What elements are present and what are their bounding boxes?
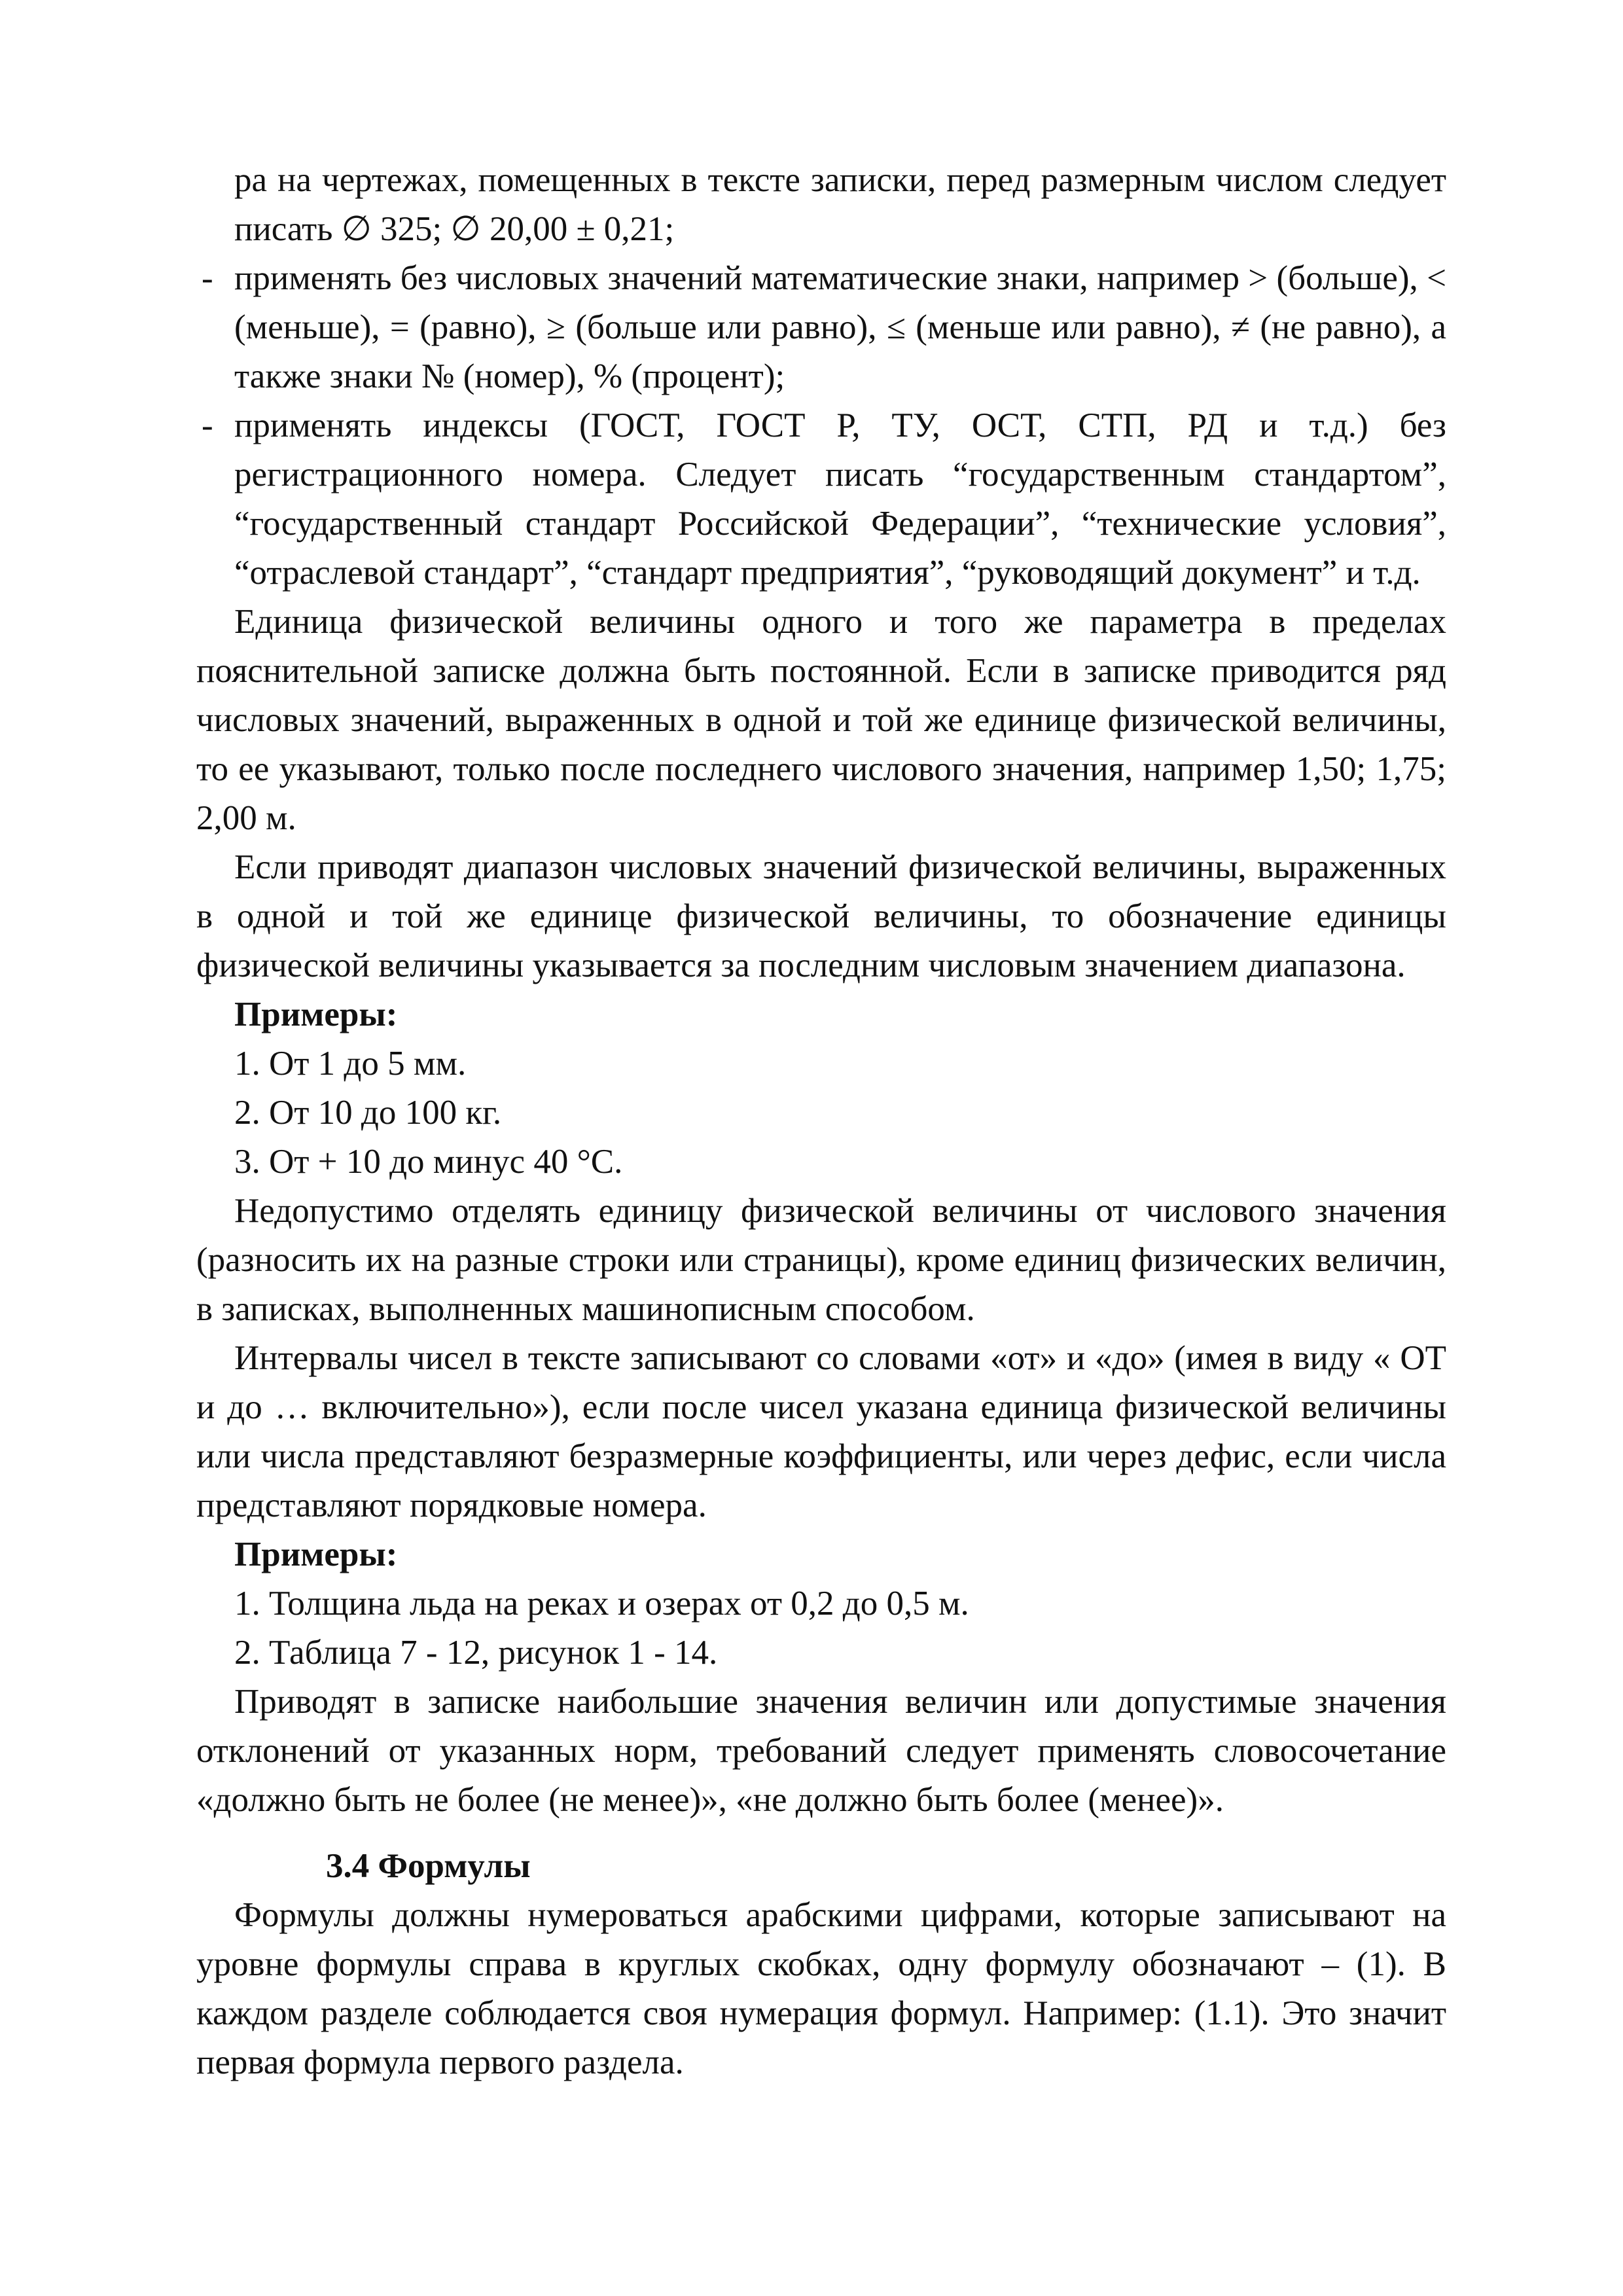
list-item-text: применять без числовых значений математические знаки, например > (больше), < (меньше), = (равно), ≥ (больше или равно), ≤ (меньше или равно), ≠ (не равно), а также знаки № (номер), % (процент); [234, 259, 1446, 395]
list-dash: - [202, 259, 213, 297]
formulas-paragraph: Формулы должны нумероваться арабскими цифрами, которые записывают на уровне формулы справа в круглых скобках, одну формулу обозначают – (1). В каждом разделе соблюдается своя нумерация формул. Например: (1.1). Это значит первая формула первого раздела. [196, 1896, 1446, 2081]
separation-paragraph: Недопустимо отделять единицу физической величины от числового значения (разносить их на разные строки или страницы), кроме единиц физических величин, в записках, выполненных машинописным способом. [196, 1192, 1446, 1328]
list-item [196, 401, 1446, 598]
symbol-rules-list [196, 254, 1446, 598]
section-heading: 3.4 Формулы [326, 1847, 531, 1885]
units-paragraph: Единица физической величины одного и того же параметра в пределах пояснительной записке должна быть постоянной. Если в записке приводится ряд числовых значений, выраженных в одной и той же единице физической величины, то ее указывают, только после последнего числового значения, например 1,50; 1,75; 2,00 м. [196, 603, 1446, 837]
example-item: 1. От 1 до 5 мм. [234, 1045, 467, 1083]
example-item: 2. Таблица 7 - 12, рисунок 1 - 14. [234, 1634, 718, 1672]
list-item [196, 254, 1446, 401]
example-item: 2. От 10 до 100 кг. [234, 1094, 502, 1132]
continuation-paragraph: ра на чертежах, помещенных в тексте записки, перед размерным числом следует писать ∅ 325; ∅ 20,00 ± 0,21; [234, 161, 1446, 248]
limits-paragraph: Приводят в записке наибольшие значения величин или допустимые значения отклонений от указанных норм, требований следует применять словосочетание «должно быть не более (не менее)», «не должно быть более (менее)». [196, 1683, 1446, 1819]
intervals-paragraph: Интервалы чисел в тексте записывают со словами «от» и «до» (имея в виду « ОТ и до … включительно»), если после чисел указана единица физической величины или числа представляют безразмерные коэффициенты, или через дефис, если числа представляют порядковые номера. [196, 1339, 1446, 1524]
range-paragraph: Если приводят диапазон числовых значений физической величины, выраженных в одной и той же единице физической величины, то обозначение единицы физической величины указывается за последним числовым значением диапазона. [196, 848, 1446, 984]
examples-title: Примеры: [234, 1535, 398, 1573]
list-item-text: применять индексы (ГОСТ, ГОСТ Р, ТУ, ОСТ, СТП, РД и т.д.) без регистрационного номера. Следует писать “государственным стандартом”, “государственный стандарт Российской Федерации”, “технические условия”, “отраслевой стандарт”, “стандарт предприятия”, “руководящий документ” и т.д. [234, 406, 1446, 592]
list-dash: - [202, 406, 213, 444]
example-item: 3. От + 10 до минус 40 °С. [234, 1143, 623, 1181]
document-page [196, 156, 1446, 2087]
example-item: 1. Толщина льда на реках и озерах от 0,2 до 0,5 м. [234, 1585, 969, 1623]
examples-title: Примеры: [234, 996, 398, 1033]
